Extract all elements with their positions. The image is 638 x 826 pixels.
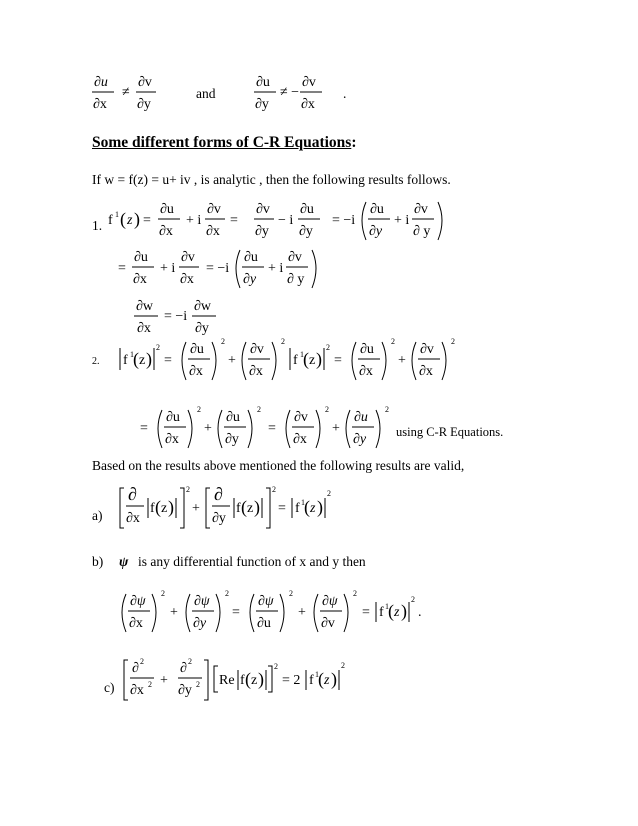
section-heading-text: Some different forms of C-R Equations — [92, 134, 352, 151]
svg-text:1: 1 — [385, 602, 389, 611]
svg-text:∂u: ∂u — [300, 202, 314, 217]
svg-text:2: 2 — [289, 589, 293, 598]
equation-1-line-2 — [118, 246, 318, 298]
equation-c — [122, 654, 345, 710]
svg-text:2: 2 — [327, 489, 331, 498]
svg-text:): ) — [317, 497, 323, 517]
svg-text:2: 2 — [186, 485, 190, 494]
svg-text:2: 2 — [325, 405, 329, 414]
svg-text:): ) — [316, 349, 322, 369]
section-heading — [92, 134, 357, 152]
svg-text:2: 2 — [272, 485, 276, 494]
svg-text:=: = — [143, 213, 151, 228]
svg-text:∂y: ∂y — [255, 224, 269, 239]
svg-text:∂: ∂ — [132, 661, 139, 676]
svg-text:(: ( — [318, 669, 324, 689]
svg-text:): ) — [254, 497, 260, 517]
svg-text:z: z — [251, 673, 258, 688]
svg-text:(: ( — [304, 497, 310, 517]
svg-text:+: + — [332, 421, 340, 436]
svg-text:∂u: ∂u — [160, 202, 174, 217]
svg-text:∂u: ∂u — [354, 410, 368, 425]
svg-text:1: 1 — [315, 670, 319, 679]
svg-text:1: 1 — [300, 350, 304, 359]
equation-2-line-1 — [118, 336, 455, 388]
section-heading-colon: : — [351, 134, 357, 151]
psi-symbol — [118, 552, 134, 572]
and-word: and — [196, 86, 216, 101]
svg-text:∂v: ∂v — [181, 250, 195, 265]
svg-text:+ i: + i — [160, 261, 176, 276]
svg-text:1: 1 — [301, 498, 305, 507]
svg-text:∂x: ∂x — [130, 683, 144, 698]
svg-text:=: = — [164, 353, 172, 368]
svg-text:∂y: ∂y — [369, 224, 383, 239]
svg-text:∂u: ∂u — [360, 342, 374, 357]
svg-text:2: 2 — [221, 337, 225, 346]
svg-text:): ) — [401, 601, 407, 621]
svg-text:∂: ∂ — [128, 484, 137, 504]
svg-text:∂y: ∂y — [212, 511, 226, 526]
svg-text:∂x: ∂x — [159, 224, 173, 239]
svg-text:Re: Re — [219, 673, 235, 688]
svg-text:∂u: ∂u — [134, 250, 148, 265]
svg-text:2: 2 — [411, 595, 415, 604]
svg-text:∂: ∂ — [214, 484, 223, 504]
svg-text:∂: ∂ — [180, 661, 187, 676]
svg-text:f: f — [236, 501, 241, 516]
svg-text:∂v: ∂v — [288, 250, 302, 265]
svg-text:(: ( — [241, 497, 247, 517]
svg-text:=: = — [118, 261, 126, 276]
item-2-note: using C-R Equations. — [396, 425, 504, 439]
svg-text:∂y: ∂y — [193, 616, 207, 631]
svg-text:∂x: ∂x — [137, 321, 151, 336]
svg-text:2: 2 — [451, 337, 455, 346]
svg-text:2: 2 — [391, 337, 395, 346]
svg-text:+ i: + i — [394, 213, 410, 228]
results-intro: Based on the results above mentioned the following results are valid, — [92, 458, 465, 473]
svg-text:= 2: = 2 — [282, 673, 301, 688]
svg-text:z: z — [161, 501, 168, 516]
svg-text:1: 1 — [130, 350, 134, 359]
svg-text:∂x: ∂x — [93, 97, 107, 112]
item-a-label: a) — [92, 508, 103, 523]
svg-text:): ) — [168, 497, 174, 517]
svg-text:z: z — [394, 605, 400, 620]
svg-text:∂u: ∂u — [370, 202, 384, 217]
svg-text:f: f — [150, 501, 155, 516]
svg-text:∂y: ∂y — [137, 97, 151, 112]
svg-text:(: ( — [245, 669, 251, 689]
svg-text:2: 2 — [156, 343, 160, 352]
svg-text:=: = — [230, 213, 238, 228]
svg-text:f: f — [379, 605, 384, 620]
svg-text:ψ: ψ — [119, 555, 129, 570]
svg-text:z: z — [139, 353, 146, 368]
svg-text:∂x: ∂x — [359, 364, 373, 379]
equation-1-line-1 — [108, 198, 438, 250]
svg-text:+: + — [204, 421, 212, 436]
period: . — [343, 86, 347, 101]
svg-text:∂v: ∂v — [414, 202, 428, 217]
svg-text:= −i: = −i — [164, 309, 188, 324]
svg-text:2: 2 — [281, 337, 285, 346]
svg-text:∂ψ: ∂ψ — [194, 594, 210, 609]
svg-text:f: f — [295, 501, 300, 516]
svg-text:∂y: ∂y — [299, 224, 313, 239]
svg-text:∂ y: ∂ y — [413, 224, 431, 239]
svg-text:2: 2 — [161, 589, 165, 598]
svg-text:∂w: ∂w — [194, 299, 212, 314]
svg-text:): ) — [134, 209, 140, 229]
svg-text:∂y: ∂y — [243, 272, 257, 287]
svg-text:∂x: ∂x — [129, 616, 143, 631]
item-1-label: 1. — [92, 218, 103, 233]
svg-text:= −i: = −i — [332, 213, 356, 228]
svg-text:∂ψ: ∂ψ — [130, 594, 146, 609]
item-c-label: c) — [104, 680, 115, 695]
svg-text:(: ( — [388, 601, 394, 621]
svg-text:2: 2 — [341, 661, 345, 670]
equation-1-line-3 — [134, 296, 224, 340]
svg-text:z: z — [324, 673, 330, 688]
svg-text:∂u: ∂u — [244, 250, 258, 265]
svg-text:+ i: + i — [186, 213, 202, 228]
svg-text:≠ −: ≠ − — [280, 85, 300, 100]
svg-text:∂x: ∂x — [249, 364, 263, 379]
svg-text:z: z — [247, 501, 254, 516]
svg-text:≠: ≠ — [122, 85, 130, 100]
svg-text:∂v: ∂v — [256, 202, 270, 217]
svg-text:(: ( — [303, 349, 309, 369]
svg-text:2: 2 — [326, 343, 330, 352]
svg-text:∂ψ: ∂ψ — [322, 594, 338, 609]
svg-text:=: = — [362, 605, 370, 620]
svg-text:∂u: ∂u — [226, 410, 240, 425]
svg-text:∂v: ∂v — [138, 75, 152, 90]
svg-text:∂v: ∂v — [250, 342, 264, 357]
svg-text:∂x: ∂x — [180, 272, 194, 287]
equation-2-line-2 — [140, 404, 400, 456]
svg-text:): ) — [258, 669, 264, 689]
item-b-label: b) — [92, 554, 104, 569]
svg-text:∂ψ: ∂ψ — [258, 594, 274, 609]
svg-text:2: 2 — [140, 657, 144, 666]
svg-text:f: f — [108, 213, 113, 228]
svg-text:): ) — [331, 669, 337, 689]
svg-text:+ i: + i — [268, 261, 284, 276]
svg-text:(: ( — [155, 497, 161, 517]
svg-text:2: 2 — [225, 589, 229, 598]
equation-a — [118, 482, 331, 538]
cr-inequality-2 — [254, 72, 334, 116]
svg-text:∂v: ∂v — [321, 616, 335, 631]
svg-text:z: z — [127, 213, 133, 228]
svg-text:∂x: ∂x — [293, 432, 307, 447]
svg-text:+: + — [160, 673, 168, 688]
equation-b — [118, 588, 428, 640]
svg-text:.: . — [418, 605, 422, 620]
svg-text:∂x: ∂x — [126, 511, 140, 526]
svg-text:+: + — [398, 353, 406, 368]
svg-text:∂y: ∂y — [353, 432, 367, 447]
svg-text:∂x: ∂x — [419, 364, 433, 379]
svg-text:f: f — [123, 353, 128, 368]
item-2-label: 2. — [92, 356, 100, 367]
svg-text:f: f — [293, 353, 298, 368]
svg-text:2: 2 — [385, 405, 389, 414]
svg-text:2: 2 — [353, 589, 357, 598]
svg-text:∂u: ∂u — [94, 75, 108, 90]
svg-text:=: = — [140, 421, 148, 436]
svg-text:): ) — [146, 349, 152, 369]
svg-text:∂u: ∂u — [190, 342, 204, 357]
svg-text:2: 2 — [197, 405, 201, 414]
svg-text:+: + — [192, 501, 200, 516]
svg-text:∂v: ∂v — [207, 202, 221, 217]
svg-text:∂x: ∂x — [189, 364, 203, 379]
svg-text:∂y: ∂y — [178, 683, 192, 698]
svg-text:+: + — [170, 605, 178, 620]
svg-text:f: f — [309, 673, 314, 688]
svg-text:∂x: ∂x — [133, 272, 147, 287]
svg-text:∂ y: ∂ y — [287, 272, 305, 287]
intro-sentence: If w = f(z) = u+ iv , is analytic , then the following results follows. — [92, 172, 451, 187]
svg-text:f: f — [240, 673, 245, 688]
svg-text:(: ( — [120, 209, 126, 229]
svg-text:∂x: ∂x — [301, 97, 315, 112]
svg-text:∂y: ∂y — [225, 432, 239, 447]
svg-text:z: z — [309, 353, 316, 368]
svg-text:∂x: ∂x — [165, 432, 179, 447]
svg-text:2: 2 — [188, 657, 192, 666]
svg-text:∂y: ∂y — [255, 97, 269, 112]
svg-text:∂y: ∂y — [195, 321, 209, 336]
svg-text:=: = — [334, 353, 342, 368]
svg-text:∂u: ∂u — [256, 75, 270, 90]
cr-inequality-1 — [92, 72, 172, 116]
svg-text:∂u: ∂u — [257, 616, 271, 631]
svg-text:2: 2 — [196, 680, 200, 689]
item-b-text: is any differential function of x and y then — [138, 554, 366, 569]
svg-text:∂v: ∂v — [294, 410, 308, 425]
svg-text:2: 2 — [257, 405, 261, 414]
svg-text:∂v: ∂v — [420, 342, 434, 357]
svg-text:=: = — [278, 501, 286, 516]
svg-text:+: + — [228, 353, 236, 368]
svg-text:=: = — [268, 421, 276, 436]
svg-text:=: = — [232, 605, 240, 620]
svg-text:(: ( — [133, 349, 139, 369]
svg-text:2: 2 — [274, 662, 278, 671]
svg-text:∂u: ∂u — [166, 410, 180, 425]
svg-text:2: 2 — [148, 680, 152, 689]
svg-text:∂w: ∂w — [136, 299, 154, 314]
svg-text:+: + — [298, 605, 306, 620]
svg-text:∂x: ∂x — [206, 224, 220, 239]
svg-text:− i: − i — [278, 213, 294, 228]
svg-text:∂v: ∂v — [302, 75, 316, 90]
svg-text:1: 1 — [115, 210, 119, 219]
svg-text:z: z — [310, 501, 316, 516]
svg-text:= −i: = −i — [206, 261, 230, 276]
